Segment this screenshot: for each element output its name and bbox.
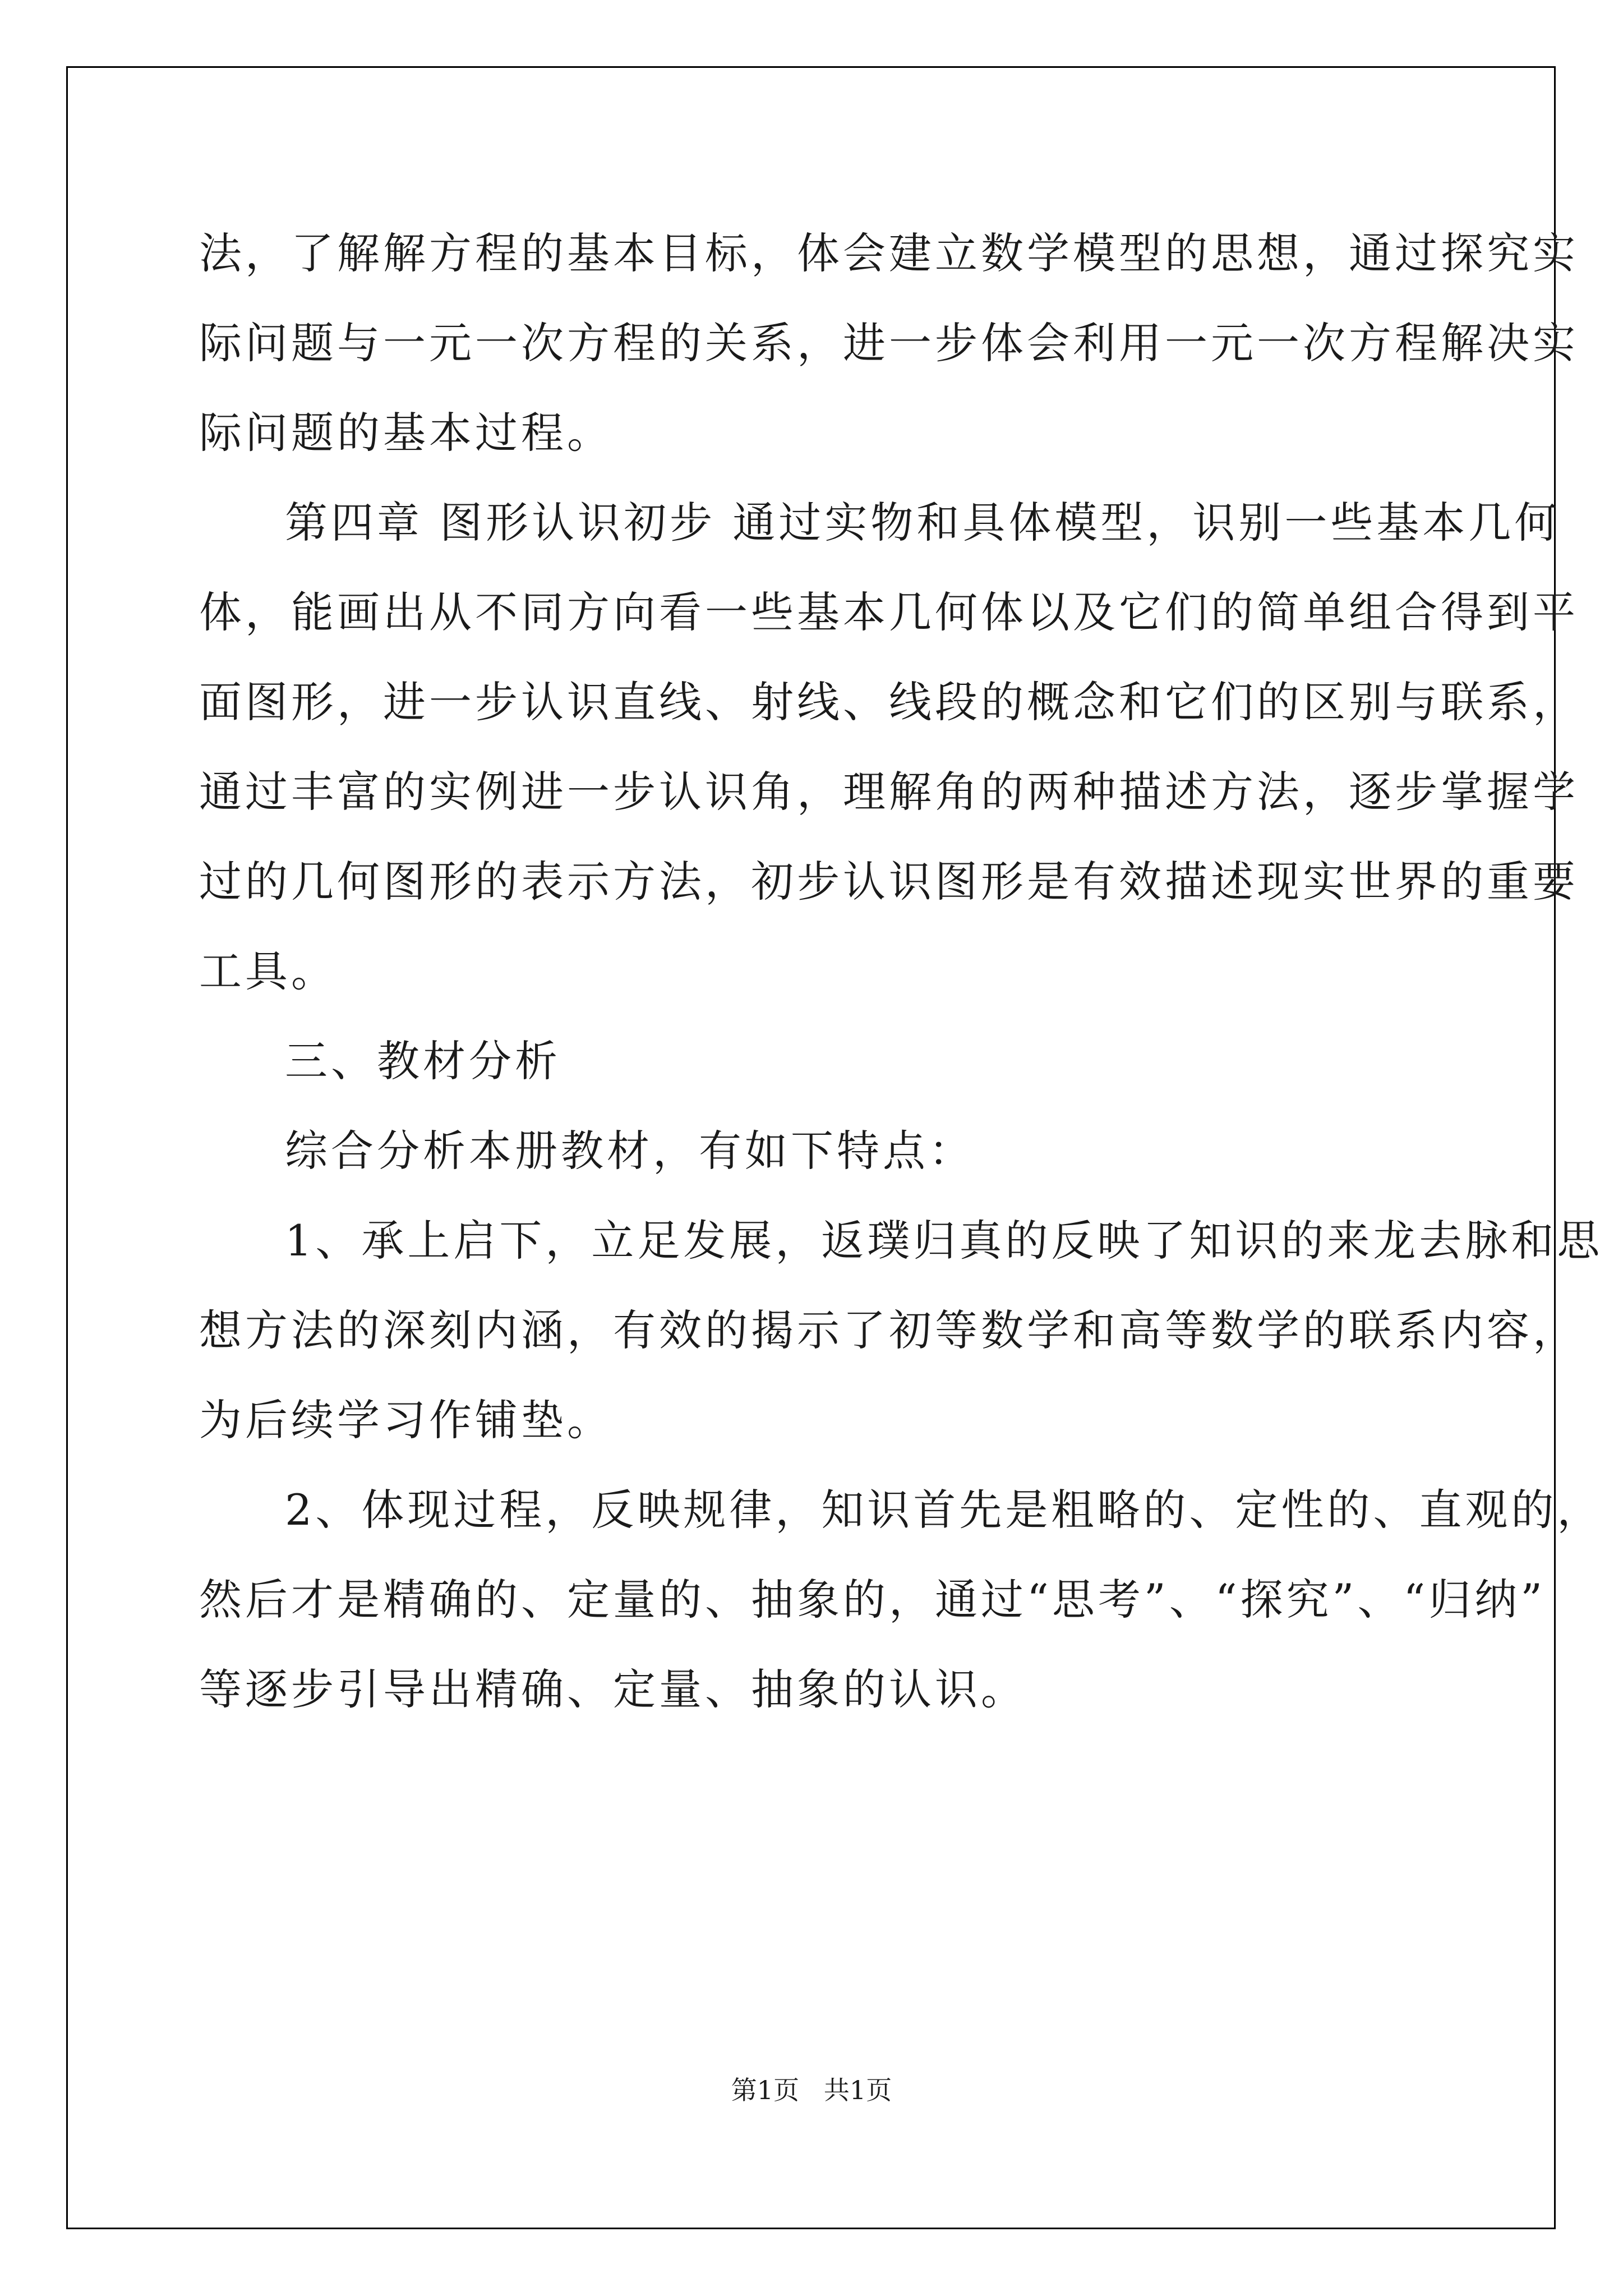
text-line-3: 际问题的基本过程。 [199, 408, 613, 458]
text-line-13: 想方法的深刻内涵，有效的揭示了初等数学和高等数学的联系内容， [199, 1305, 1579, 1355]
section-heading: 三、教材分析 [285, 1036, 561, 1086]
text-line-2: 际问题与一元一次方程的关系，进一步体会利用一元一次方程解决实 [199, 318, 1579, 368]
text-line-6: 面图形，进一步认识直线、射线、线段的概念和它们的区别与联系， [199, 677, 1579, 727]
page-footer: 第1页 共1页 [731, 2075, 892, 2105]
text-line-1: 法，了解解方程的基本目标，体会建立数学模型的思想，通过探究实 [199, 228, 1579, 278]
chapter-four-paragraph: 第四章 图形认识初步 通过实物和具体模型，识别一些基本几何 [285, 498, 1561, 547]
text-line-7: 通过丰富的实例进一步认识角，理解角的两种描述方法，逐步掌握学 [199, 767, 1579, 817]
intro-paragraph: 综合分析本册教材，有如下特点： [285, 1126, 975, 1176]
text-line-9: 工具。 [199, 946, 337, 996]
text-line-14: 为后续学习作铺垫。 [199, 1395, 613, 1445]
text-line-16: 然后才是精确的、定量的、抽象的，通过“思考”、“探究”、“归纳” [199, 1575, 1546, 1625]
text-line-17: 等逐步引导出精确、定量、抽象的认识。 [199, 1664, 1027, 1714]
text-line-8: 过的几何图形的表示方法，初步认识图形是有效描述现实世界的重要 [199, 857, 1579, 907]
document-body [199, 209, 1603, 1734]
point-one-paragraph: 1、承上启下，立足发展，返璞归真的反映了知识的来龙去脉和思 [285, 1216, 1603, 1266]
point-two-paragraph: 2、体现过程，反映规律，知识首先是粗略的、定性的、直观的， [285, 1485, 1603, 1535]
text-line-5: 体，能画出从不同方向看一些基本几何体以及它们的简单组合得到平 [199, 587, 1579, 637]
